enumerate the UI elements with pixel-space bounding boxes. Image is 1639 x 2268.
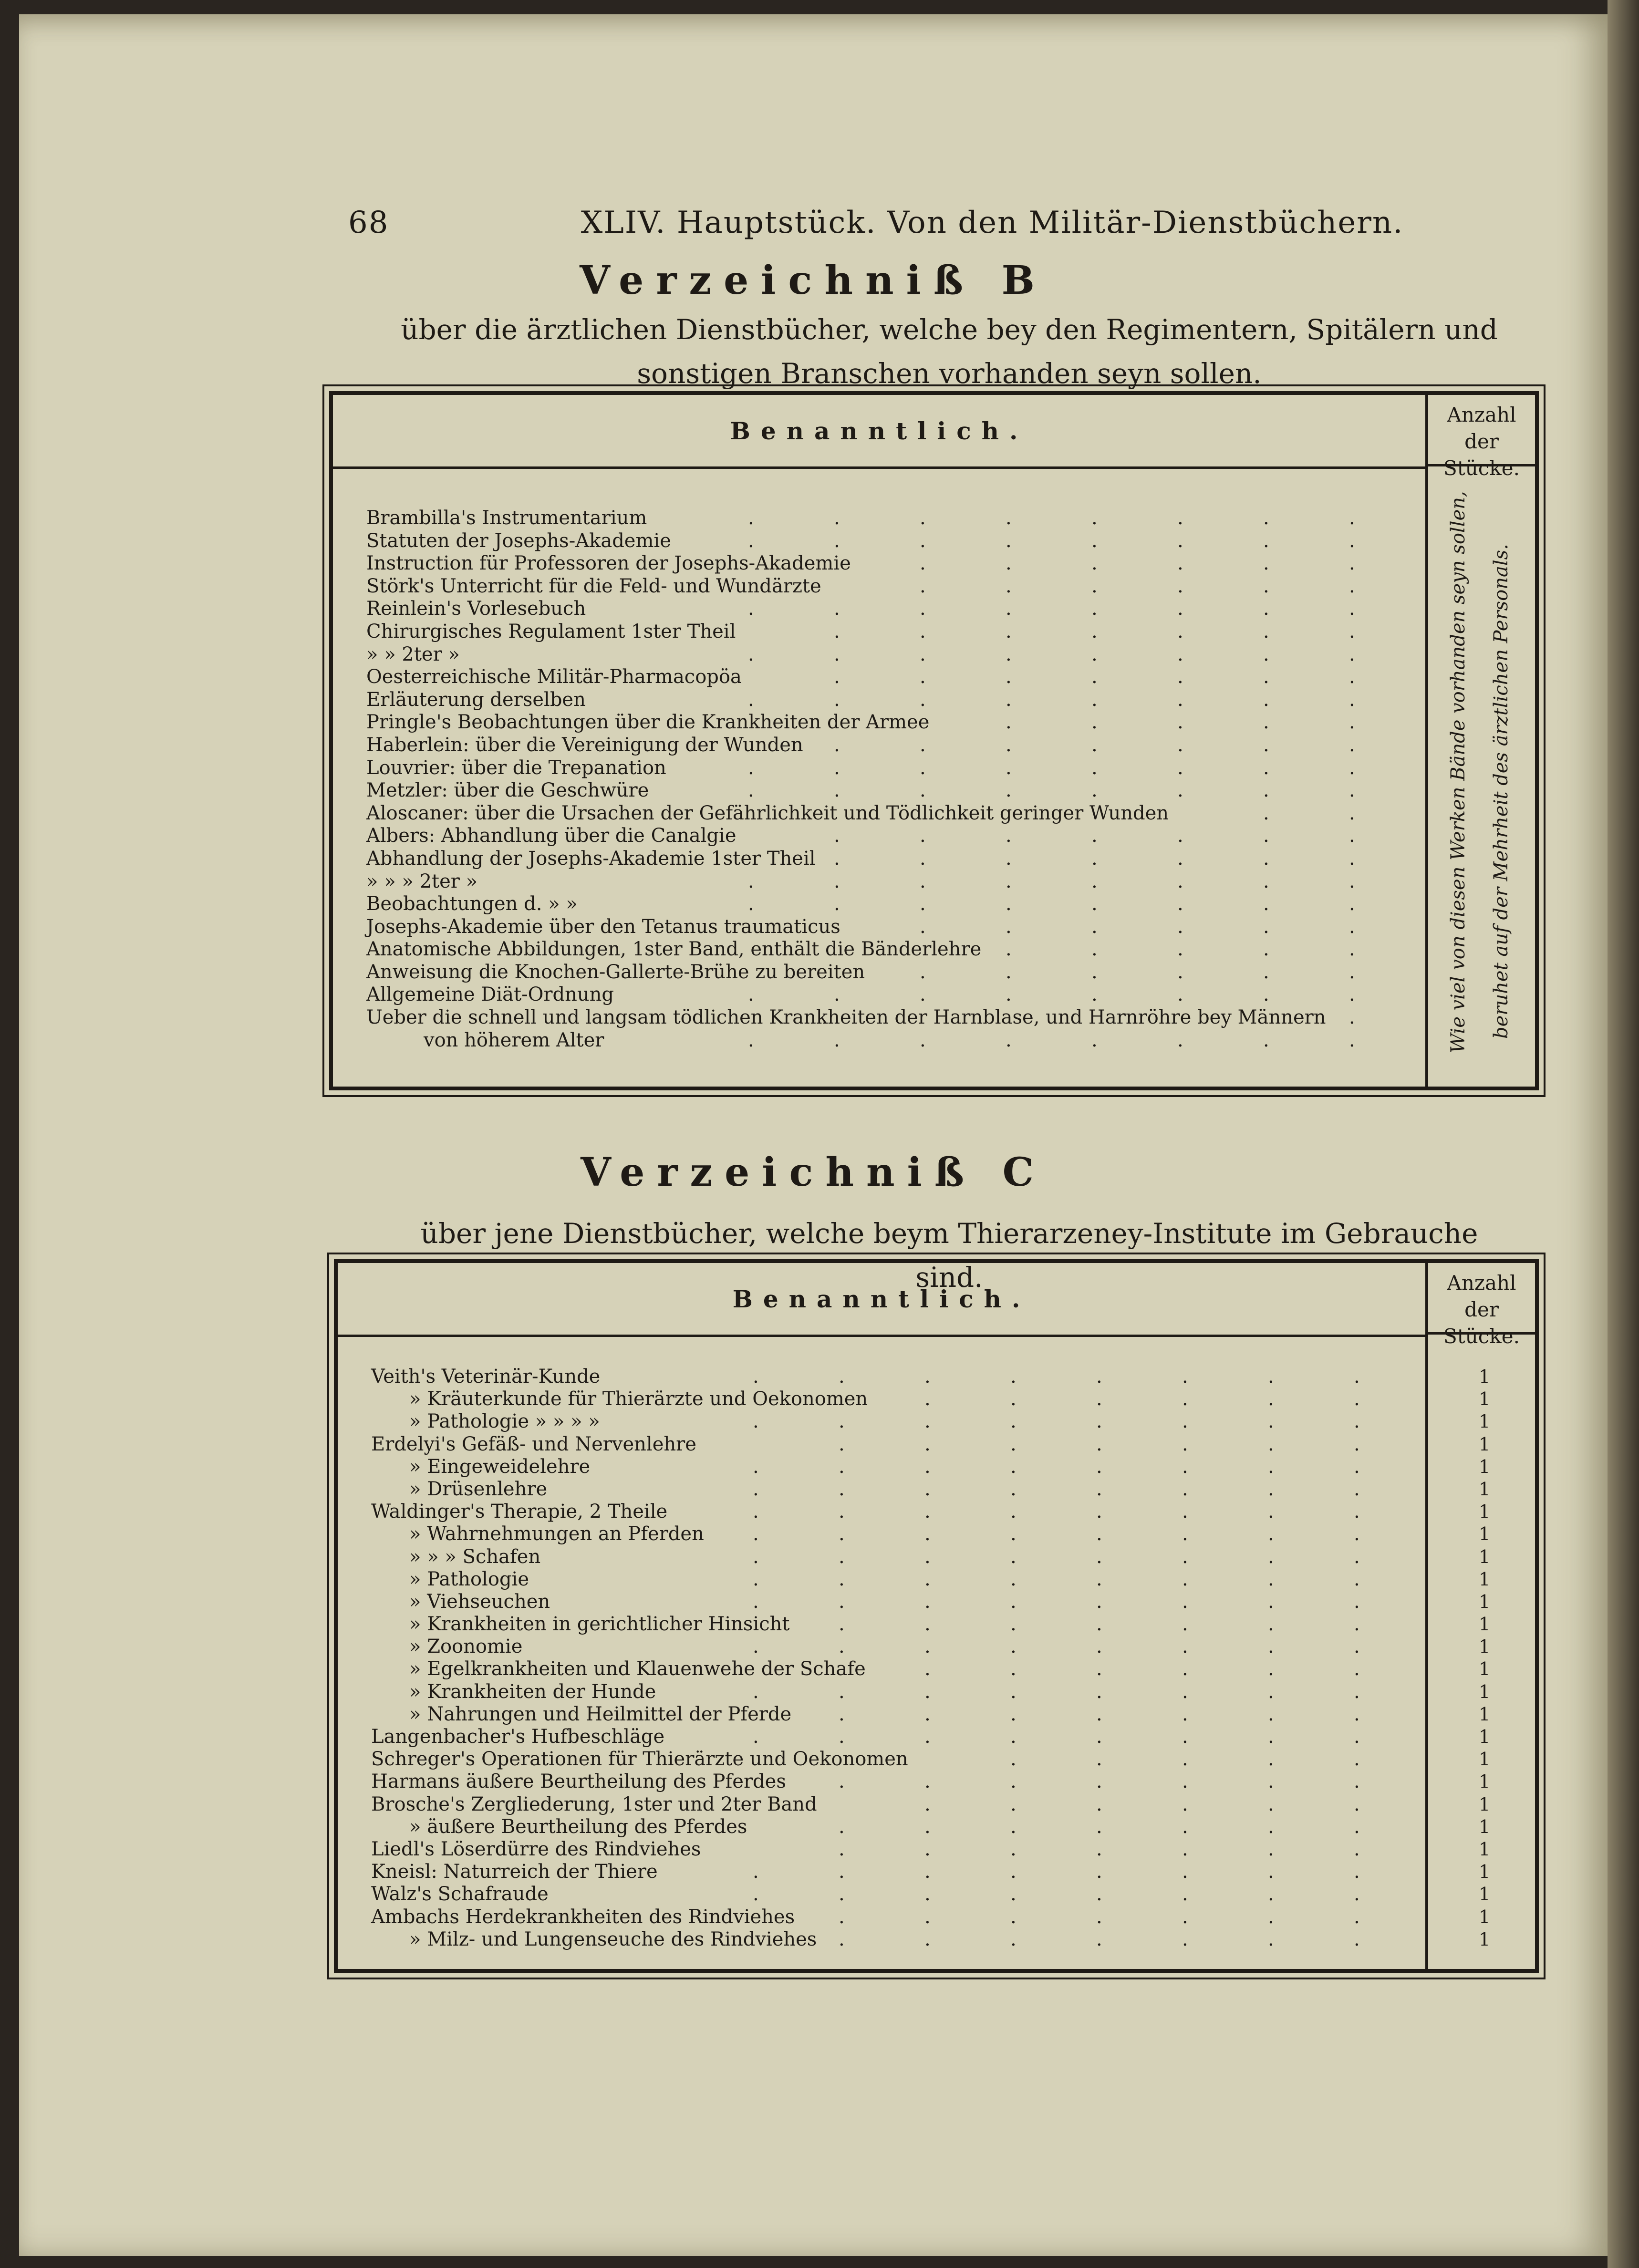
list-c-row-count: 1 xyxy=(1479,1928,1491,1950)
list-c-row-text: » Viehseuchen xyxy=(409,1591,555,1613)
list-b-row: Pringle's Beobachtungen über die Krankheiten der Armee . . . . . xyxy=(366,711,1355,734)
list-b-row: Anatomische Abbildungen, 1ster Band, enthält die Bänderlehre . . . . . xyxy=(366,938,1355,961)
book-edge xyxy=(1608,0,1639,2268)
list-b-row: Reinlein's Vorlesebuch . . . . . . . . xyxy=(366,598,1355,620)
list-c-row: » Drüsenlehre . . . . . . . . 1 xyxy=(409,1478,1491,1500)
list-c-row-count: 1 xyxy=(1479,1906,1491,1927)
list-c-row-count: 1 xyxy=(1479,1568,1491,1590)
list-b-column-header: Benanntlich. xyxy=(333,395,1425,469)
list-c-row-count: 1 xyxy=(1479,1884,1491,1905)
list-b-row-text: Albers: Abhandlung über die Canalgie xyxy=(366,825,741,847)
list-c-row: Langenbacher's Hufbeschläge . . . . . . . . 1 xyxy=(371,1726,1491,1748)
list-c-row: » Zoonomie . . . . . . . . 1 xyxy=(409,1636,1491,1658)
list-c-count-header: Anzahl der Stücke. xyxy=(1425,1263,1535,1335)
list-c-row-count: 1 xyxy=(1479,1658,1491,1680)
list-c-row-count: 1 xyxy=(1479,1861,1491,1883)
list-c-row-count: 1 xyxy=(1479,1501,1491,1522)
list-b-row-text: Josephs-Akademie über den Tetanus traumaticus xyxy=(366,916,845,938)
list-c-row: Kneisl: Naturreich der Thiere . . . . . . . . 1 xyxy=(371,1861,1491,1883)
list-c-row-text: Langenbacher's Hufbeschläge xyxy=(371,1726,669,1748)
list-c-row: » Viehseuchen . . . . . . . . 1 xyxy=(409,1590,1491,1613)
list-c-row-count: 1 xyxy=(1479,1366,1491,1387)
list-c-row-text: Veith's Veterinär-Kunde xyxy=(371,1366,605,1388)
list-c-row: » » » Schafen . . . . . . . . 1 xyxy=(409,1545,1491,1568)
list-b-row-text: Ueber die schnell und langsam tödlichen Krankheiten der Harnblase, und Harnröhre bey Männern xyxy=(366,1006,1331,1028)
list-b-count-column xyxy=(1425,466,1538,1087)
list-c-row-text: » » » Schafen xyxy=(409,1546,545,1568)
list-b-row-text: Chirurgisches Regulament 1ster Theil xyxy=(366,621,740,642)
list-c-row-count: 1 xyxy=(1479,1411,1491,1432)
list-c-row-text: Schreger's Operationen für Thierärzte und Oekonomen xyxy=(371,1748,913,1770)
list-c-row: Schreger's Operationen für Thierärzte und Oekonomen . . . . . 1 xyxy=(371,1748,1491,1771)
list-c-row: Waldinger's Therapie, 2 Theile . . . . . . . . 1 xyxy=(371,1501,1491,1523)
list-c-row-count: 1 xyxy=(1479,1546,1491,1567)
list-c-row-count: 1 xyxy=(1479,1614,1491,1635)
list-b-row: von höherem Alter . . . . . . . . xyxy=(424,1029,1355,1051)
list-c-row-count: 1 xyxy=(1479,1456,1491,1477)
list-c-row-text: Ambachs Herdekrankheiten des Rindviehes xyxy=(371,1906,799,1928)
list-b-vertical-note-2: beruhet auf der Mehrheit des ärztlichen Personals. xyxy=(1490,544,1512,1039)
list-b-vertical-note-1: Wie viel von diesen Werken Bände vorhanden seyn sollen, xyxy=(1447,491,1469,1053)
list-b-row-text: Störk's Unterricht für die Feld- und Wundärzte xyxy=(366,575,826,597)
list-b-row-text: Metzler: über die Geschwüre xyxy=(366,779,654,801)
list-c-row-count: 1 xyxy=(1479,1771,1491,1792)
list-b-row-text: Instruction für Professoren der Josephs-Akademie xyxy=(366,552,856,574)
list-b-row-text: Reinlein's Vorlesebuch xyxy=(366,598,591,620)
page xyxy=(19,14,1608,2256)
list-c-row-text: Liedl's Löserdürre des Rindviehes xyxy=(371,1838,705,1860)
list-c-row-text: Walz's Schafraude xyxy=(371,1883,553,1905)
list-b-row-text: Oesterreichische Militär-Pharmacopöa xyxy=(366,666,747,688)
list-c-row: » Krankheiten der Hunde . . . . . . . . 1 xyxy=(409,1680,1491,1703)
list-c-row-text: Harmans äußere Beurtheilung des Pferdes xyxy=(371,1771,791,1792)
list-b-row: Instruction für Professoren der Josephs-Akademie . . . . . . xyxy=(366,552,1355,575)
list-c-rows xyxy=(371,1366,1491,1951)
list-c-row-count: 1 xyxy=(1479,1636,1491,1657)
list-c-row: » Eingeweidelehre . . . . . . . . 1 xyxy=(409,1455,1491,1478)
list-c-row-text: Erdelyi's Gefäß- und Nervenlehre xyxy=(371,1433,701,1455)
list-c-row-text: » Pathologie xyxy=(409,1568,534,1590)
list-b-row: Haberlein: über die Vereinigung der Wunden . . . . . . . xyxy=(366,734,1355,756)
list-c-row-text: » Drüsenlehre xyxy=(409,1478,552,1500)
list-b-row-text: Anweisung die Knochen-Gallerte-Brühe zu bereiten xyxy=(366,961,870,983)
list-c-row: » Pathologie » » » » . . . . . . . . 1 xyxy=(409,1410,1491,1433)
page-number: 68 xyxy=(348,205,389,240)
list-c-row-text: » Egelkrankheiten und Klauenwehe der Schafe xyxy=(409,1658,871,1680)
list-c-row: » Pathologie . . . . . . . . 1 xyxy=(409,1568,1491,1590)
list-b-count-header: Anzahl der Stücke. xyxy=(1425,395,1535,466)
list-b-row-text: Brambilla's Instrumentarium xyxy=(366,507,652,529)
list-c-row: Brosche's Zergliederung, 1ster und 2ter Band . . . . . . 1 xyxy=(371,1793,1491,1815)
list-c-row: Ambachs Herdekrankheiten des Rindviehes . . . . . . . 1 xyxy=(371,1906,1491,1928)
list-c-row-text: » Krankheiten der Hunde xyxy=(409,1681,661,1703)
list-c-row-text: » Milz- und Lungenseuche des Rindviehes xyxy=(409,1928,821,1950)
list-c-row-count: 1 xyxy=(1479,1838,1491,1860)
list-c-row-count: 1 xyxy=(1479,1388,1491,1410)
list-c-row-text: » Krankheiten in gerichtlicher Hinsicht xyxy=(409,1613,794,1635)
list-c-row-text: Brosche's Zergliederung, 1ster und 2ter Band xyxy=(371,1793,822,1815)
list-b-row-text: Statuten der Josephs-Akademie xyxy=(366,530,676,552)
list-c-row-text: » Eingeweidelehre xyxy=(409,1456,595,1478)
list-b-row: Brambilla's Instrumentarium . . . . . . . . xyxy=(366,507,1355,529)
list-c-row: Liedl's Löserdürre des Rindviehes . . . . . . . 1 xyxy=(371,1838,1491,1860)
list-b-row-text: Louvrier: über die Trepanation xyxy=(366,757,671,779)
list-b-row: Josephs-Akademie über den Tetanus traumaticus . . . . . . xyxy=(366,915,1355,938)
list-b-row: » » 2ter » . . . . . . . . xyxy=(366,643,1355,665)
list-c-subtitle: über jene Dienstbücher, welche beym Thierarzeney-Institute im Gebrauche sind. xyxy=(420,1217,1478,1294)
list-c-row: Walz's Schafraude . . . . . . . . 1 xyxy=(371,1883,1491,1906)
list-b-row: » » » 2ter » . . . . . . . . xyxy=(366,870,1355,892)
list-b-row-text: Erläuterung derselben xyxy=(366,689,591,711)
list-c-row-count: 1 xyxy=(1479,1433,1491,1455)
list-c-row-text: Waldinger's Therapie, 2 Theile xyxy=(371,1501,672,1522)
list-b-row: Erläuterung derselben . . . . . . . . xyxy=(366,688,1355,711)
list-c-row: » äußere Beurtheilung des Pferdes . . . . . . . 1 xyxy=(409,1815,1491,1838)
list-c-row: » Egelkrankheiten und Klauenwehe der Schafe . . . . . . 1 xyxy=(409,1658,1491,1680)
list-b-row: Chirurgisches Regulament 1ster Theil . . . . . . . xyxy=(366,620,1355,642)
list-b-row-text: Aloscaner: über die Ursachen der Gefährlichkeit und Tödlichkeit geringer Wunden xyxy=(366,802,1173,824)
list-c-row: » Krankheiten in gerichtlicher Hinsicht . . . . . . . 1 xyxy=(409,1613,1491,1636)
list-b-row: Ueber die schnell und langsam tödlichen Krankheiten der Harnblase, und Harnröhre bey Männern . xyxy=(366,1006,1355,1029)
list-b-table xyxy=(329,391,1539,1090)
list-c-row-text: Kneisl: Naturreich der Thiere xyxy=(371,1861,663,1883)
list-c-row-count: 1 xyxy=(1479,1703,1491,1725)
list-b-row: Störk's Unterricht für die Feld- und Wundärzte . . . . . . xyxy=(366,575,1355,597)
list-b-row: Louvrier: über die Trepanation . . . . . . . . xyxy=(366,756,1355,779)
list-c-row-text: » Wahrnehmungen an Pferden xyxy=(409,1523,709,1545)
list-c-row-text: » Nahrungen und Heilmittel der Pferde xyxy=(409,1703,796,1725)
list-b-row: Statuten der Josephs-Akademie . . . . . . . . xyxy=(366,529,1355,552)
list-b-row-text: » » 2ter » xyxy=(366,643,465,665)
list-b-row: Aloscaner: über die Ursachen der Gefährlichkeit und Tödlichkeit geringer Wunden . . xyxy=(366,802,1355,824)
list-c-row-text: » Kräuterkunde für Thierärzte und Oekonomen xyxy=(409,1388,872,1410)
list-b-subtitle: über die ärztlichen Dienstbücher, welche bey den Regimentern, Spitälern und sonstigen Branschen vorhanden seyn sollen. xyxy=(401,313,1498,390)
list-b-row: Abhandlung der Josephs-Akademie 1ster Theil . . . . . . . xyxy=(366,847,1355,870)
running-title: XLIV. Hauptstück. Von den Militär-Dienstbüchern. xyxy=(581,205,1404,240)
list-c-row: Erdelyi's Gefäß- und Nervenlehre . . . . . . . 1 xyxy=(371,1433,1491,1455)
list-b-row: Albers: Abhandlung über die Canalgie . . . . . . . xyxy=(366,825,1355,847)
list-c-row: Harmans äußere Beurtheilung des Pferdes . . . . . . . 1 xyxy=(371,1771,1491,1793)
list-b-row-text: Abhandlung der Josephs-Akademie 1ster Theil xyxy=(366,848,820,870)
list-c-table xyxy=(334,1259,1539,1973)
list-b-row-text: Allgemeine Diät-Ordnung xyxy=(366,984,619,1005)
list-c-row-count: 1 xyxy=(1479,1681,1491,1702)
list-c-row: Veith's Veterinär-Kunde . . . . . . . . 1 xyxy=(371,1366,1491,1388)
list-c-title: Verzeichniß C xyxy=(581,1150,1046,1195)
list-c-row: » Kräuterkunde für Thierärzte und Oekonomen . . . . . . 1 xyxy=(409,1388,1491,1410)
list-b-row-text: Pringle's Beobachtungen über die Krankheiten der Armee xyxy=(366,711,934,733)
list-c-row-count: 1 xyxy=(1479,1749,1491,1770)
list-b-row: Metzler: über die Geschwüre . . . . . . . . xyxy=(366,779,1355,802)
list-c-row-count: 1 xyxy=(1479,1726,1491,1747)
list-b-rows xyxy=(366,507,1416,1052)
list-b-row-text: Anatomische Abbildungen, 1ster Band, enthält die Bänderlehre xyxy=(366,938,986,960)
list-b-row-text: Haberlein: über die Vereinigung der Wunden xyxy=(366,734,808,756)
list-b-row: Allgemeine Diät-Ordnung . . . . . . . . xyxy=(366,984,1355,1006)
list-b-row: Anweisung die Knochen-Gallerte-Brühe zu bereiten . . . . . . xyxy=(366,961,1355,983)
list-b-row-text: » » » 2ter » xyxy=(366,870,482,892)
list-b-row: Oesterreichische Militär-Pharmacopöa . . . . . . . xyxy=(366,666,1355,688)
list-c-row-count: 1 xyxy=(1479,1478,1491,1500)
list-c-row: » Wahrnehmungen an Pferden . . . . . . . . 1 xyxy=(409,1523,1491,1545)
list-c-row-count: 1 xyxy=(1479,1793,1491,1815)
list-b-row: Beobachtungen d. » » . . . . . . . . xyxy=(366,893,1355,915)
list-c-row-count: 1 xyxy=(1479,1591,1491,1612)
list-b-title: Verzeichniß B xyxy=(580,258,1047,303)
list-c-row-text: » Pathologie » » » » xyxy=(409,1410,605,1432)
list-c-row-text: » äußere Beurtheilung des Pferdes xyxy=(409,1816,752,1838)
list-b-row-text: Beobachtungen d. » » xyxy=(366,893,582,915)
list-c-row-count: 1 xyxy=(1479,1523,1491,1545)
list-c-row-count: 1 xyxy=(1479,1816,1491,1837)
list-c-row: » Nahrungen und Heilmittel der Pferde . . . . . . . 1 xyxy=(409,1703,1491,1725)
list-b-row-text: von höherem Alter xyxy=(424,1029,609,1051)
list-c-column-header: Benanntlich. xyxy=(338,1263,1425,1337)
list-c-row-text: » Zoonomie xyxy=(409,1636,527,1657)
list-c-row: » Milz- und Lungenseuche des Rindviehes . . . . . . . 1 xyxy=(409,1928,1491,1950)
running-header xyxy=(348,205,1404,240)
